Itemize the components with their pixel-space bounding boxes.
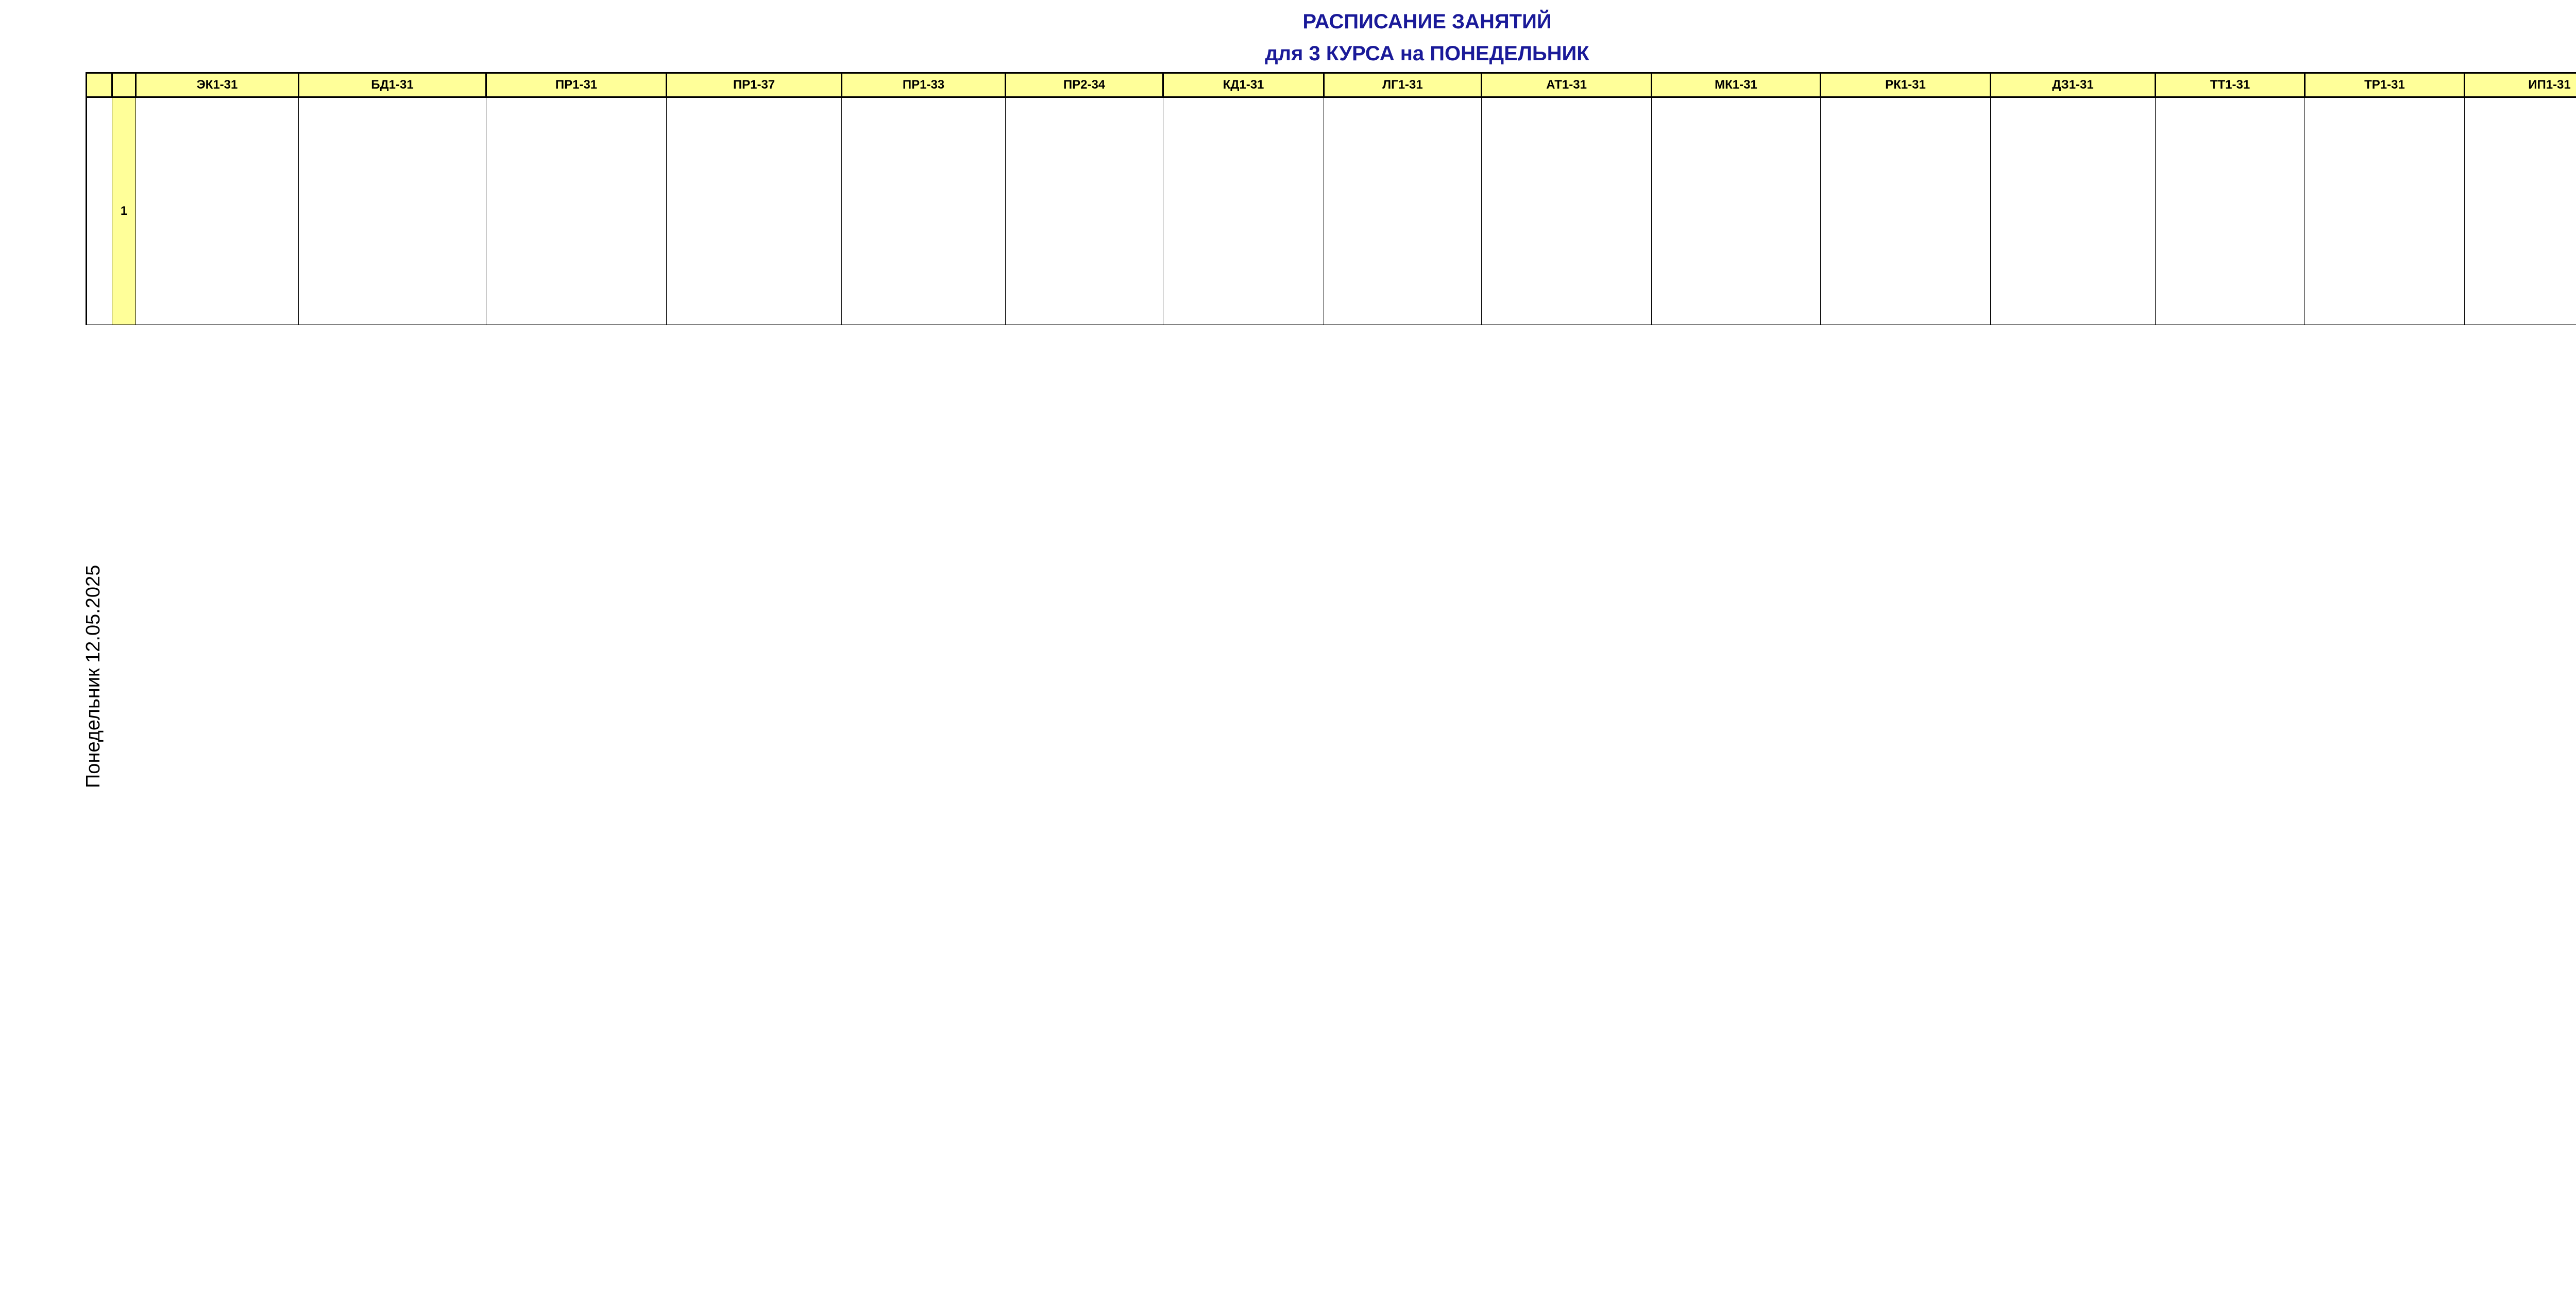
- group-header: ПР1-33: [842, 73, 1006, 97]
- group-header: ПР2-34: [1006, 73, 1163, 97]
- group-header: ПР1-37: [667, 73, 842, 97]
- group-header: ПР1-31: [486, 73, 667, 97]
- group-header: КД1-31: [1163, 73, 1324, 97]
- group-header: МК1-31: [1652, 73, 1821, 97]
- group-header: ЛГ1-31: [1324, 73, 1482, 97]
- day-column: [87, 97, 112, 325]
- pair-row-1: [87, 97, 2576, 325]
- group-header: ТТ1-31: [2156, 73, 2305, 97]
- pair-number: 1: [112, 97, 136, 325]
- group-header: БД1-31: [299, 73, 486, 97]
- schedule-table: [86, 72, 2576, 325]
- group-header: АТ1-31: [1482, 73, 1652, 97]
- group-header: ДЗ1-31: [1991, 73, 2156, 97]
- group-header: ИП1-31: [2465, 73, 2576, 97]
- page-title: РАСПИСАНИЕ ЗАНЯТИЙ: [1302, 10, 1552, 33]
- group-header: ТР1-31: [2305, 73, 2465, 97]
- header-row-top: [87, 73, 2576, 97]
- group-header: РК1-31: [1821, 73, 1991, 97]
- group-header: ЭК1-31: [136, 73, 299, 97]
- page-subtitle: для 3 КУРСА на ПОНЕДЕЛЬНИК: [1265, 42, 1589, 65]
- day-label: Понедельник 12.05.2025: [82, 565, 104, 788]
